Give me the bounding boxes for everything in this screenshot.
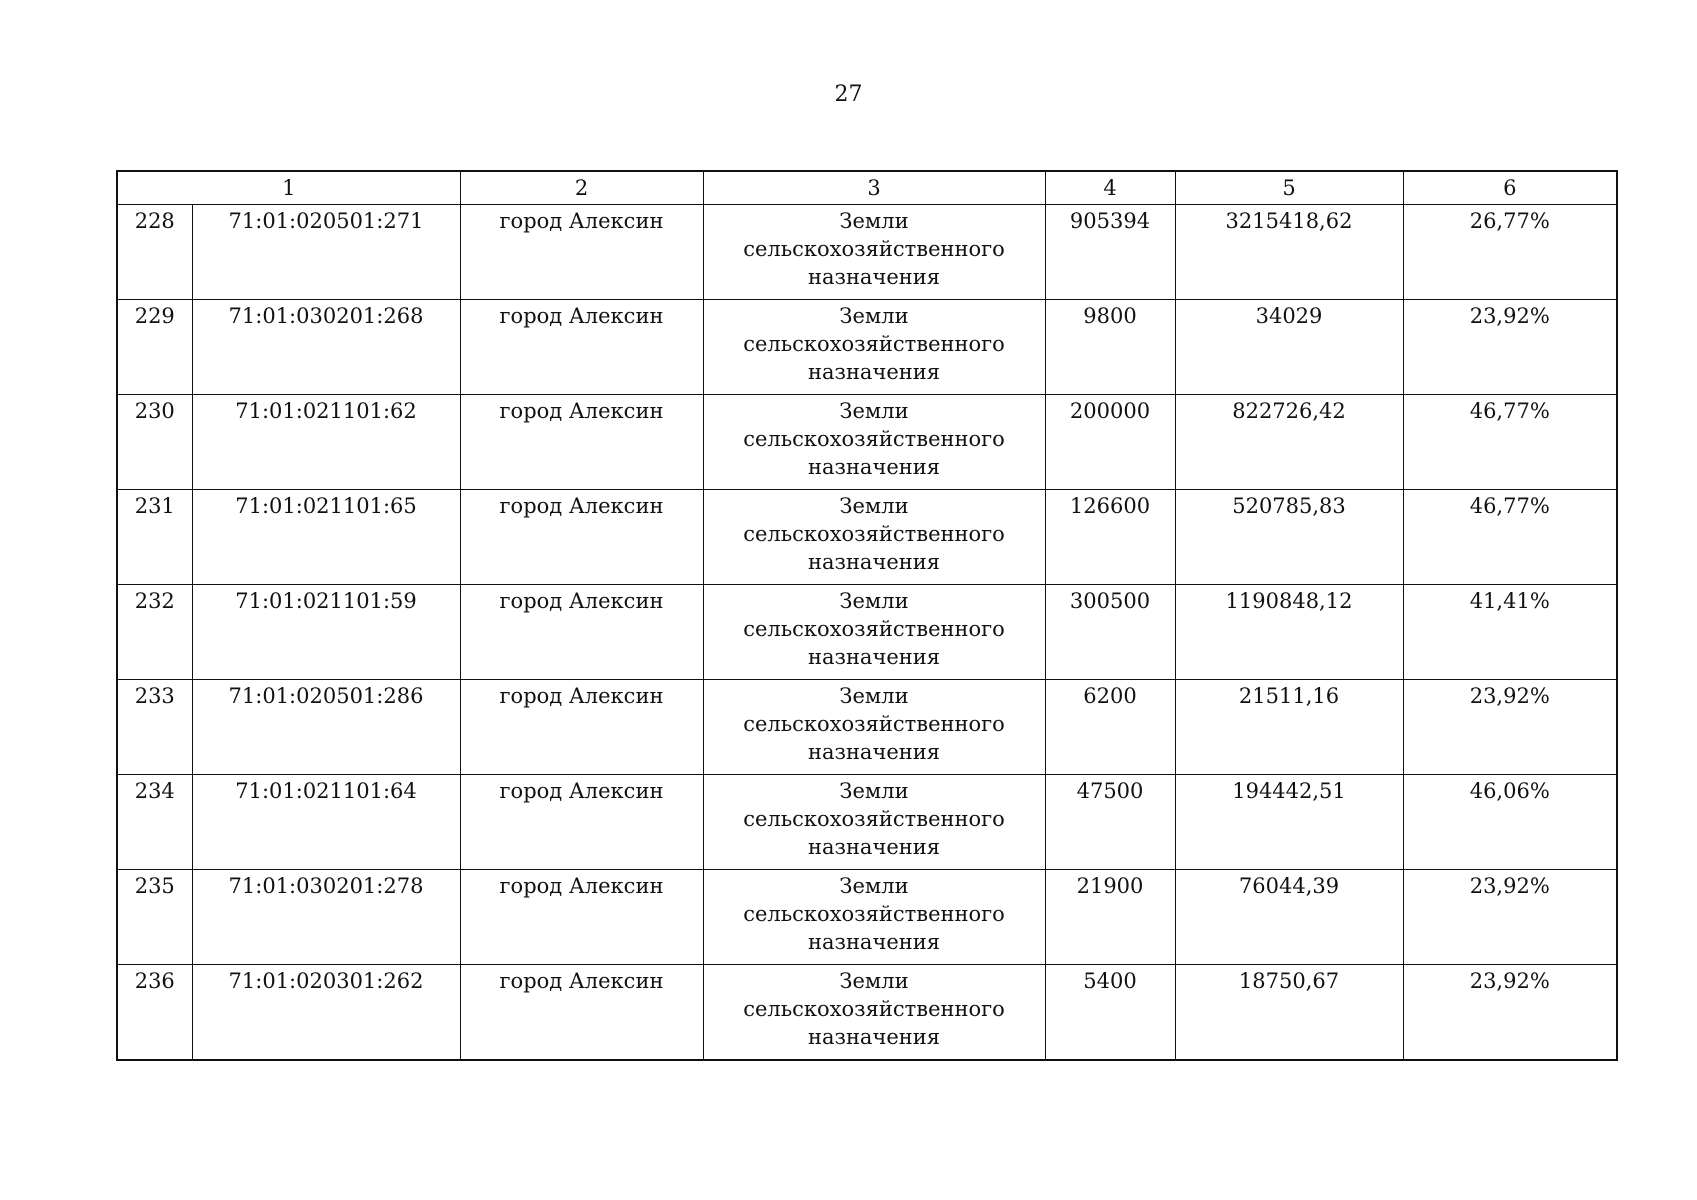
row-number: 231 xyxy=(117,490,192,585)
percent: 41,41% xyxy=(1403,585,1617,680)
header-col-2: 2 xyxy=(460,171,703,205)
cadastral-number: 71:01:021101:65 xyxy=(192,490,460,585)
page-number: 27 xyxy=(834,82,863,107)
location: город Алексин xyxy=(460,205,703,300)
table-row xyxy=(117,965,1617,1061)
location: город Алексин xyxy=(460,870,703,965)
cadastral-number: 71:01:030201:268 xyxy=(192,300,460,395)
cadastral-value: 1190848,12 xyxy=(1175,585,1403,680)
cadastral-number: 71:01:020501:271 xyxy=(192,205,460,300)
location: город Алексин xyxy=(460,965,703,1061)
header-col-1: 1 xyxy=(117,171,460,205)
cadastral-value: 34029 xyxy=(1175,300,1403,395)
location: город Алексин xyxy=(460,680,703,775)
land-category: Земли сельскохозяйственного назначения xyxy=(703,395,1045,490)
cadastral-value: 76044,39 xyxy=(1175,870,1403,965)
row-number: 232 xyxy=(117,585,192,680)
header-col-6: 6 xyxy=(1403,171,1617,205)
land-category: Земли сельскохозяйственного назначения xyxy=(703,205,1045,300)
percent: 46,77% xyxy=(1403,490,1617,585)
table-row xyxy=(117,680,1617,775)
area: 9800 xyxy=(1045,300,1175,395)
header-col-4: 4 xyxy=(1045,171,1175,205)
row-number: 236 xyxy=(117,965,192,1061)
cadastral-number: 71:01:020501:286 xyxy=(192,680,460,775)
land-category: Земли сельскохозяйственного назначения xyxy=(703,680,1045,775)
cadastral-value: 18750,67 xyxy=(1175,965,1403,1061)
area: 300500 xyxy=(1045,585,1175,680)
land-category: Земли сельскохозяйственного назначения xyxy=(703,870,1045,965)
table-row xyxy=(117,585,1617,680)
percent: 46,77% xyxy=(1403,395,1617,490)
cadastral-value: 520785,83 xyxy=(1175,490,1403,585)
percent: 23,92% xyxy=(1403,965,1617,1061)
row-number: 234 xyxy=(117,775,192,870)
land-category: Земли сельскохозяйственного назначения xyxy=(703,965,1045,1061)
location: город Алексин xyxy=(460,775,703,870)
cadastral-value: 21511,16 xyxy=(1175,680,1403,775)
land-category: Земли сельскохозяйственного назначения xyxy=(703,490,1045,585)
table-row xyxy=(117,300,1617,395)
table-row xyxy=(117,775,1617,870)
area: 126600 xyxy=(1045,490,1175,585)
area: 47500 xyxy=(1045,775,1175,870)
location: город Алексин xyxy=(460,585,703,680)
cadastral-number: 71:01:030201:278 xyxy=(192,870,460,965)
cadastral-number: 71:01:021101:62 xyxy=(192,395,460,490)
percent: 23,92% xyxy=(1403,300,1617,395)
location: город Алексин xyxy=(460,395,703,490)
percent: 46,06% xyxy=(1403,775,1617,870)
table-row xyxy=(117,490,1617,585)
area: 21900 xyxy=(1045,870,1175,965)
row-number: 233 xyxy=(117,680,192,775)
table-header xyxy=(117,171,1617,205)
percent: 26,77% xyxy=(1403,205,1617,300)
cadastral-number: 71:01:020301:262 xyxy=(192,965,460,1061)
location: город Алексин xyxy=(460,490,703,585)
cadastral-number: 71:01:021101:59 xyxy=(192,585,460,680)
cadastral-value: 194442,51 xyxy=(1175,775,1403,870)
area: 200000 xyxy=(1045,395,1175,490)
row-number: 229 xyxy=(117,300,192,395)
cadastral-value: 3215418,62 xyxy=(1175,205,1403,300)
area: 905394 xyxy=(1045,205,1175,300)
land-category: Земли сельскохозяйственного назначения xyxy=(703,585,1045,680)
location: город Алексин xyxy=(460,300,703,395)
percent: 23,92% xyxy=(1403,870,1617,965)
cadastral-number: 71:01:021101:64 xyxy=(192,775,460,870)
header-col-3: 3 xyxy=(703,171,1045,205)
row-number: 235 xyxy=(117,870,192,965)
table-row xyxy=(117,870,1617,965)
area: 5400 xyxy=(1045,965,1175,1061)
area: 6200 xyxy=(1045,680,1175,775)
table-body xyxy=(117,205,1617,1061)
header-col-5: 5 xyxy=(1175,171,1403,205)
row-number: 230 xyxy=(117,395,192,490)
header-row xyxy=(117,171,1617,205)
land-category: Земли сельскохозяйственного назначения xyxy=(703,300,1045,395)
row-number: 228 xyxy=(117,205,192,300)
cadastral-value: 822726,42 xyxy=(1175,395,1403,490)
percent: 23,92% xyxy=(1403,680,1617,775)
land-plots-table xyxy=(116,170,1618,1061)
land-category: Земли сельскохозяйственного назначения xyxy=(703,775,1045,870)
table-row xyxy=(117,395,1617,490)
table-row xyxy=(117,205,1617,300)
